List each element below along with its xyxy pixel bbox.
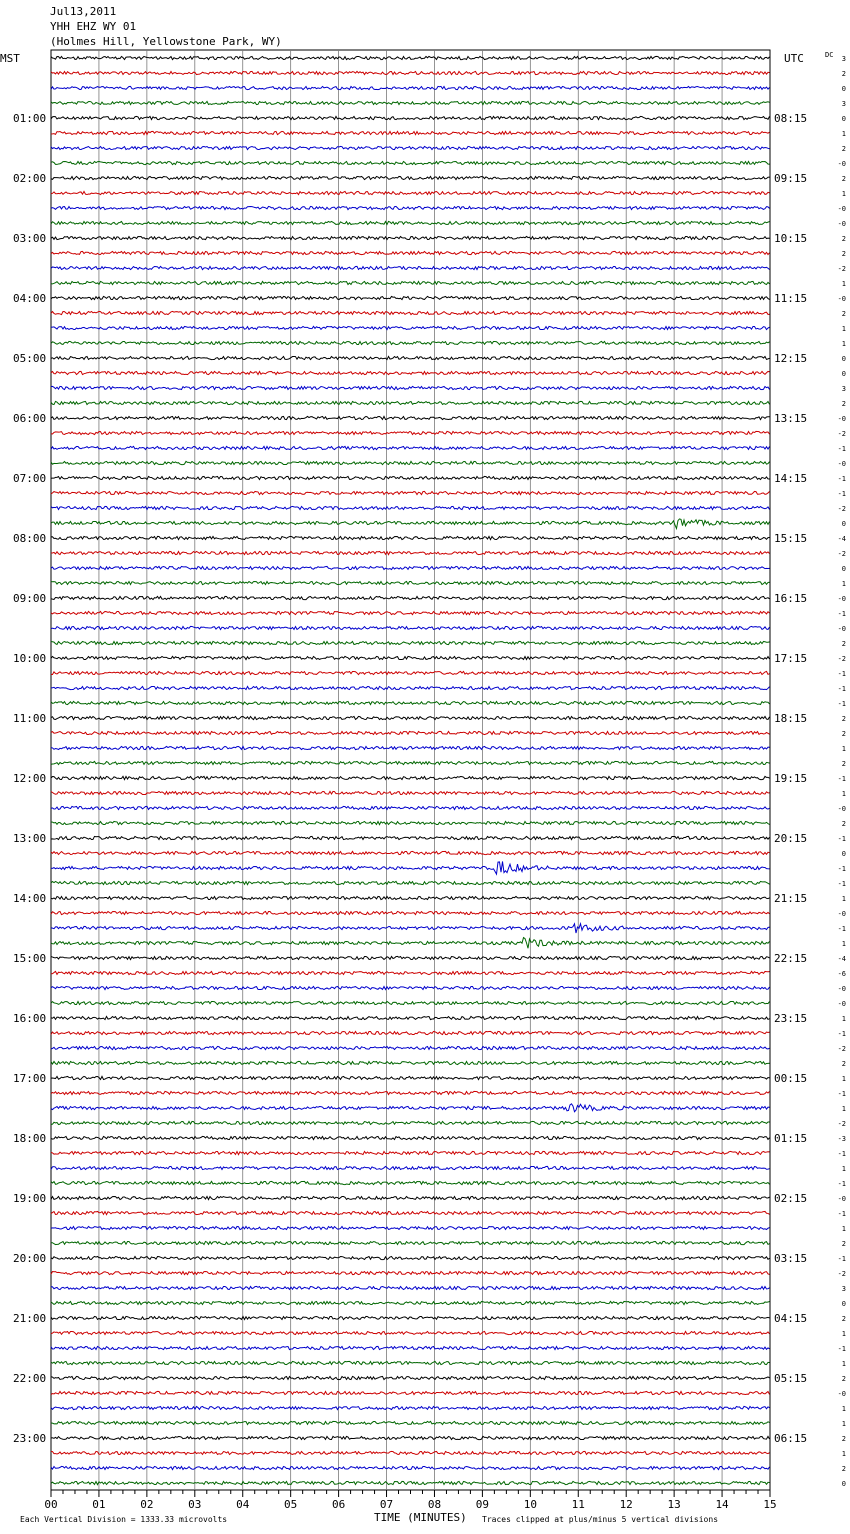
right-hour-label: 02:15 bbox=[774, 1192, 808, 1205]
clip-note: Traces clipped at plus/minus 5 vertical divisions bbox=[482, 1515, 719, 1524]
dc-offset-label: -2 bbox=[837, 550, 846, 558]
dc-offset-label: 1 bbox=[841, 940, 846, 948]
trace-row bbox=[51, 416, 770, 419]
trace-row bbox=[51, 686, 770, 689]
dc-offset-label: 2 bbox=[841, 400, 846, 408]
right-hour-label: 11:15 bbox=[774, 292, 808, 305]
right-hour-label: 10:15 bbox=[774, 232, 808, 245]
dc-offset-label: 2 bbox=[841, 235, 846, 243]
trace-row bbox=[51, 911, 770, 914]
right-hour-label: 09:15 bbox=[774, 172, 808, 185]
dc-offset-label: -2 bbox=[837, 1120, 846, 1128]
trace-row bbox=[51, 1031, 770, 1034]
dc-offset-label: -1 bbox=[837, 1090, 846, 1098]
trace-row bbox=[51, 296, 770, 299]
dc-offset-label: 1 bbox=[841, 1420, 846, 1428]
trace-row bbox=[51, 641, 770, 644]
dc-offset-label: 2 bbox=[841, 730, 846, 738]
x-tick-label: 13 bbox=[667, 1498, 681, 1511]
trace-row bbox=[51, 176, 770, 179]
right-hour-label: 14:15 bbox=[774, 472, 808, 485]
dc-offset-label: -1 bbox=[837, 1210, 846, 1218]
trace-row bbox=[51, 851, 770, 854]
x-tick-label: 02 bbox=[140, 1498, 154, 1511]
dc-offset-label: -2 bbox=[837, 1045, 846, 1053]
dc-offset-label: -1 bbox=[837, 685, 846, 693]
trace-row bbox=[51, 401, 770, 404]
x-tick-label: 12 bbox=[619, 1498, 633, 1511]
right-hour-label: 03:15 bbox=[774, 1252, 808, 1265]
dc-offset-label: -2 bbox=[837, 430, 846, 438]
trace-row bbox=[51, 71, 770, 74]
dc-offset-label: 0 bbox=[841, 85, 846, 93]
trace-row bbox=[51, 1376, 770, 1379]
x-tick-label: 06 bbox=[331, 1498, 346, 1511]
dc-offset-label: 2 bbox=[841, 640, 846, 648]
dc-offset-label: 1 bbox=[841, 130, 846, 138]
dc-offset-label: 1 bbox=[841, 1405, 846, 1413]
dc-offset-label: -0 bbox=[837, 1195, 846, 1203]
dc-offset-label: 1 bbox=[841, 1015, 846, 1023]
dc-offset-label: -2 bbox=[837, 265, 846, 273]
trace-row bbox=[51, 791, 770, 794]
dc-offset-label: -0 bbox=[837, 910, 846, 918]
x-tick-label: 00 bbox=[44, 1498, 58, 1511]
dc-offset-label: 2 bbox=[841, 715, 846, 723]
dc-offset-label: 2 bbox=[841, 820, 846, 828]
left-hour-label: 09:00 bbox=[13, 592, 47, 605]
x-axis-label: TIME (MINUTES) bbox=[374, 1511, 467, 1524]
dc-header-label: DC bbox=[825, 51, 834, 59]
dc-offset-label: -1 bbox=[837, 445, 846, 453]
dc-offset-label: -0 bbox=[837, 160, 846, 168]
left-hour-label: 20:00 bbox=[13, 1252, 47, 1265]
trace-row bbox=[51, 1481, 770, 1484]
left-hour-label: 05:00 bbox=[13, 352, 47, 365]
x-tick-label: 04 bbox=[236, 1498, 250, 1511]
trace-row bbox=[51, 1316, 770, 1319]
dc-offset-label: 1 bbox=[841, 1105, 846, 1113]
trace-row bbox=[51, 1271, 770, 1274]
dc-offset-label: 0 bbox=[841, 115, 846, 123]
trace-row bbox=[51, 1076, 770, 1079]
trace-row bbox=[51, 1346, 770, 1349]
dc-offset-label: -2 bbox=[837, 655, 846, 663]
trace-row bbox=[51, 461, 770, 464]
trace-row bbox=[51, 938, 770, 949]
trace-row bbox=[51, 1391, 770, 1394]
station-code: YHH EHZ WY 01 bbox=[50, 20, 137, 33]
trace-row bbox=[51, 86, 770, 89]
dc-offset-label: -4 bbox=[837, 535, 846, 543]
trace-row bbox=[51, 716, 770, 719]
trace-row bbox=[51, 1226, 770, 1229]
x-tick-label: 11 bbox=[571, 1498, 585, 1511]
dc-offset-label: 2 bbox=[841, 175, 846, 183]
left-hour-label: 16:00 bbox=[13, 1012, 47, 1025]
dc-offset-label: -0 bbox=[837, 805, 846, 813]
trace-row bbox=[51, 626, 770, 629]
trace-row bbox=[51, 971, 770, 974]
right-hour-label: 04:15 bbox=[774, 1312, 808, 1325]
trace-row bbox=[51, 956, 770, 959]
left-hour-label: 06:00 bbox=[13, 412, 47, 425]
trace-row bbox=[51, 341, 770, 344]
dc-offset-label: -1 bbox=[837, 1345, 846, 1353]
trace-row bbox=[51, 1421, 770, 1424]
dc-offset-label: -0 bbox=[837, 415, 846, 423]
dc-offset-label: 2 bbox=[841, 145, 846, 153]
left-hour-label: 02:00 bbox=[13, 172, 47, 185]
right-timezone-label: UTC bbox=[784, 52, 804, 65]
dc-offset-label: -1 bbox=[837, 880, 846, 888]
dc-offset-label: 0 bbox=[841, 370, 846, 378]
dc-offset-label: -0 bbox=[837, 595, 846, 603]
trace-row bbox=[51, 116, 770, 119]
trace-row bbox=[51, 1466, 770, 1469]
trace-row bbox=[51, 146, 770, 149]
trace-row bbox=[51, 236, 770, 239]
left-hour-label: 12:00 bbox=[13, 772, 47, 785]
dc-offset-label: -2 bbox=[837, 1270, 846, 1278]
trace-row bbox=[51, 491, 770, 494]
trace-row bbox=[51, 1151, 770, 1154]
left-hour-label: 04:00 bbox=[13, 292, 47, 305]
right-hour-label: 06:15 bbox=[774, 1432, 808, 1445]
axis-labels bbox=[0, 51, 846, 1511]
left-hour-label: 15:00 bbox=[13, 952, 47, 965]
right-hour-label: 19:15 bbox=[774, 772, 808, 785]
chart-date: Jul13,2011 bbox=[50, 5, 117, 18]
trace-row bbox=[51, 821, 770, 824]
dc-offset-label: -1 bbox=[837, 775, 846, 783]
trace-row bbox=[51, 861, 770, 874]
trace-row bbox=[51, 896, 770, 899]
trace-row bbox=[51, 881, 770, 884]
trace-row bbox=[51, 1436, 770, 1439]
left-hour-label: 19:00 bbox=[13, 1192, 47, 1205]
trace-row bbox=[51, 701, 770, 704]
dc-offset-label: -0 bbox=[837, 460, 846, 468]
trace-row bbox=[51, 761, 770, 764]
dc-offset-label: -1 bbox=[837, 1180, 846, 1188]
left-hour-label: 21:00 bbox=[13, 1312, 47, 1325]
dc-offset-label: -6 bbox=[837, 970, 846, 978]
dc-offset-label: -1 bbox=[837, 490, 846, 498]
trace-row bbox=[51, 251, 770, 254]
dc-offset-label: 0 bbox=[841, 1300, 846, 1308]
dc-offset-label: -0 bbox=[837, 1390, 846, 1398]
trace-row bbox=[51, 371, 770, 374]
left-hour-label: 07:00 bbox=[13, 472, 47, 485]
right-hour-label: 17:15 bbox=[774, 652, 808, 665]
left-hour-label: 08:00 bbox=[13, 532, 47, 545]
trace-row bbox=[51, 1406, 770, 1409]
x-tick-label: 14 bbox=[715, 1498, 729, 1511]
right-hour-label: 15:15 bbox=[774, 532, 808, 545]
trace-row bbox=[51, 1301, 770, 1304]
x-tick-label: 07 bbox=[379, 1498, 394, 1511]
left-hour-label: 01:00 bbox=[13, 112, 47, 125]
dc-offset-label: -2 bbox=[837, 505, 846, 513]
trace-row bbox=[51, 806, 770, 809]
dc-offset-label: 2 bbox=[841, 760, 846, 768]
right-hour-label: 21:15 bbox=[774, 892, 808, 905]
dc-offset-label: 0 bbox=[841, 520, 846, 528]
dc-offset-label: 1 bbox=[841, 190, 846, 198]
right-hour-label: 22:15 bbox=[774, 952, 808, 965]
dc-offset-label: 1 bbox=[841, 1165, 846, 1173]
x-tick-label: 03 bbox=[188, 1498, 202, 1511]
dc-offset-label: 1 bbox=[841, 895, 846, 903]
dc-offset-label: -0 bbox=[837, 985, 846, 993]
dc-offset-label: 1 bbox=[841, 1075, 846, 1083]
dc-offset-label: 2 bbox=[841, 1375, 846, 1383]
right-hour-label: 12:15 bbox=[774, 352, 808, 365]
dc-offset-label: 2 bbox=[841, 1315, 846, 1323]
trace-row bbox=[51, 1166, 770, 1169]
left-hour-label: 22:00 bbox=[13, 1372, 47, 1385]
right-hour-label: 08:15 bbox=[774, 112, 808, 125]
trace-row bbox=[51, 191, 770, 194]
station-location: (Holmes Hill, Yellowstone Park, WY) bbox=[50, 35, 282, 48]
right-hour-label: 05:15 bbox=[774, 1372, 808, 1385]
trace-row bbox=[51, 56, 770, 59]
dc-offset-label: -1 bbox=[837, 1030, 846, 1038]
dc-offset-label: -0 bbox=[837, 625, 846, 633]
trace-row bbox=[51, 611, 770, 614]
left-timezone-label: MST bbox=[0, 52, 20, 65]
dc-offset-label: 2 bbox=[841, 1435, 846, 1443]
dc-offset-label: 1 bbox=[841, 790, 846, 798]
trace-row bbox=[51, 446, 770, 449]
dc-offset-label: -0 bbox=[837, 220, 846, 228]
dc-offset-label: 1 bbox=[841, 745, 846, 753]
x-tick-label: 01 bbox=[92, 1498, 106, 1511]
trace-row bbox=[51, 519, 770, 529]
trace-row bbox=[51, 221, 770, 224]
trace-row bbox=[51, 1451, 770, 1454]
trace-row bbox=[51, 776, 770, 779]
left-hour-label: 17:00 bbox=[13, 1072, 47, 1085]
dc-offset-label: 3 bbox=[841, 55, 846, 63]
trace-row bbox=[51, 1256, 770, 1259]
trace-row bbox=[51, 1361, 770, 1364]
dc-offset-label: 0 bbox=[841, 850, 846, 858]
trace-row bbox=[51, 1196, 770, 1199]
trace-row bbox=[51, 596, 770, 599]
trace-row bbox=[51, 281, 770, 284]
dc-offset-label: 1 bbox=[841, 340, 846, 348]
right-hour-label: 23:15 bbox=[774, 1012, 808, 1025]
left-hour-label: 10:00 bbox=[13, 652, 47, 665]
trace-row bbox=[51, 1211, 770, 1214]
dc-offset-label: -1 bbox=[837, 475, 846, 483]
dc-offset-label: 1 bbox=[841, 580, 846, 588]
dc-offset-label: 2 bbox=[841, 1060, 846, 1068]
left-hour-label: 23:00 bbox=[13, 1432, 47, 1445]
trace-row bbox=[51, 431, 770, 434]
trace-row bbox=[51, 476, 770, 479]
vertical-division-note: Each Vertical Division = 1333.33 microvolts bbox=[20, 1515, 228, 1524]
x-tick-label: 05 bbox=[284, 1498, 298, 1511]
dc-offset-label: 2 bbox=[841, 1240, 846, 1248]
x-tick-label: 09 bbox=[475, 1498, 490, 1511]
dc-offset-label: -1 bbox=[837, 835, 846, 843]
trace-row bbox=[51, 206, 770, 209]
dc-offset-label: -4 bbox=[837, 955, 846, 963]
x-tick-label: 08 bbox=[427, 1498, 442, 1511]
dc-offset-label: 3 bbox=[841, 100, 846, 108]
right-hour-label: 16:15 bbox=[774, 592, 808, 605]
trace-row bbox=[51, 1091, 770, 1094]
dc-offset-label: -0 bbox=[837, 1000, 846, 1008]
trace-row bbox=[51, 986, 770, 989]
dc-offset-label: -1 bbox=[837, 925, 846, 933]
trace-row bbox=[51, 1331, 770, 1334]
trace-row bbox=[51, 161, 770, 164]
trace-row bbox=[51, 386, 770, 389]
dc-offset-label: -1 bbox=[837, 610, 846, 618]
right-hour-label: 01:15 bbox=[774, 1132, 808, 1145]
trace-row bbox=[51, 1001, 770, 1004]
trace-row bbox=[51, 1104, 770, 1112]
right-hour-label: 00:15 bbox=[774, 1072, 808, 1085]
dc-offset-label: -0 bbox=[837, 205, 846, 213]
trace-row bbox=[51, 1181, 770, 1184]
trace-row bbox=[51, 356, 770, 359]
dc-offset-label: 2 bbox=[841, 70, 846, 78]
dc-offset-label: -1 bbox=[837, 670, 846, 678]
trace-row bbox=[51, 581, 770, 584]
dc-offset-label: 0 bbox=[841, 565, 846, 573]
trace-row bbox=[51, 836, 770, 839]
right-hour-label: 13:15 bbox=[774, 412, 808, 425]
dc-offset-label: 0 bbox=[841, 1480, 846, 1488]
trace-row bbox=[51, 1061, 770, 1064]
trace-row bbox=[51, 536, 770, 539]
trace-row bbox=[51, 1046, 770, 1049]
trace-row bbox=[51, 326, 770, 329]
dc-offset-label: -3 bbox=[837, 1135, 846, 1143]
dc-offset-label: 3 bbox=[841, 385, 846, 393]
right-hour-label: 20:15 bbox=[774, 832, 808, 845]
trace-row bbox=[51, 551, 770, 554]
dc-offset-label: 2 bbox=[841, 310, 846, 318]
left-hour-label: 14:00 bbox=[13, 892, 47, 905]
trace-row bbox=[51, 671, 770, 674]
trace-row bbox=[51, 131, 770, 134]
dc-offset-label: 1 bbox=[841, 1330, 846, 1338]
seismic-traces bbox=[51, 56, 770, 1484]
left-hour-label: 11:00 bbox=[13, 712, 47, 725]
dc-offset-label: 3 bbox=[841, 1285, 846, 1293]
trace-row bbox=[51, 101, 770, 104]
trace-row bbox=[51, 506, 770, 509]
trace-row bbox=[51, 656, 770, 659]
trace-row bbox=[51, 1241, 770, 1244]
trace-row bbox=[51, 746, 770, 749]
dc-offset-label: -1 bbox=[837, 700, 846, 708]
trace-row bbox=[51, 1121, 770, 1124]
trace-row bbox=[51, 1286, 770, 1289]
left-hour-label: 13:00 bbox=[13, 832, 47, 845]
left-hour-label: 03:00 bbox=[13, 232, 47, 245]
trace-row bbox=[51, 1016, 770, 1019]
dc-offset-label: 2 bbox=[841, 250, 846, 258]
dc-offset-label: 2 bbox=[841, 1465, 846, 1473]
dc-offset-label: -1 bbox=[837, 1255, 846, 1263]
trace-row bbox=[51, 731, 770, 734]
x-tick-label: 10 bbox=[523, 1498, 537, 1511]
dc-offset-label: 1 bbox=[841, 1360, 846, 1368]
dc-offset-label: -1 bbox=[837, 1150, 846, 1158]
dc-offset-label: 1 bbox=[841, 1225, 846, 1233]
left-hour-label: 18:00 bbox=[13, 1132, 47, 1145]
dc-offset-label: 0 bbox=[841, 355, 846, 363]
x-tick-label: 15 bbox=[763, 1498, 777, 1511]
right-hour-label: 18:15 bbox=[774, 712, 808, 725]
trace-row bbox=[51, 1136, 770, 1139]
trace-row bbox=[51, 566, 770, 569]
dc-offset-label: -0 bbox=[837, 295, 846, 303]
trace-row bbox=[51, 311, 770, 314]
dc-offset-label: 1 bbox=[841, 1450, 846, 1458]
dc-offset-label: -1 bbox=[837, 865, 846, 873]
trace-row bbox=[51, 924, 770, 933]
dc-offset-label: 1 bbox=[841, 280, 846, 288]
dc-offset-label: 1 bbox=[841, 325, 846, 333]
trace-row bbox=[51, 266, 770, 269]
